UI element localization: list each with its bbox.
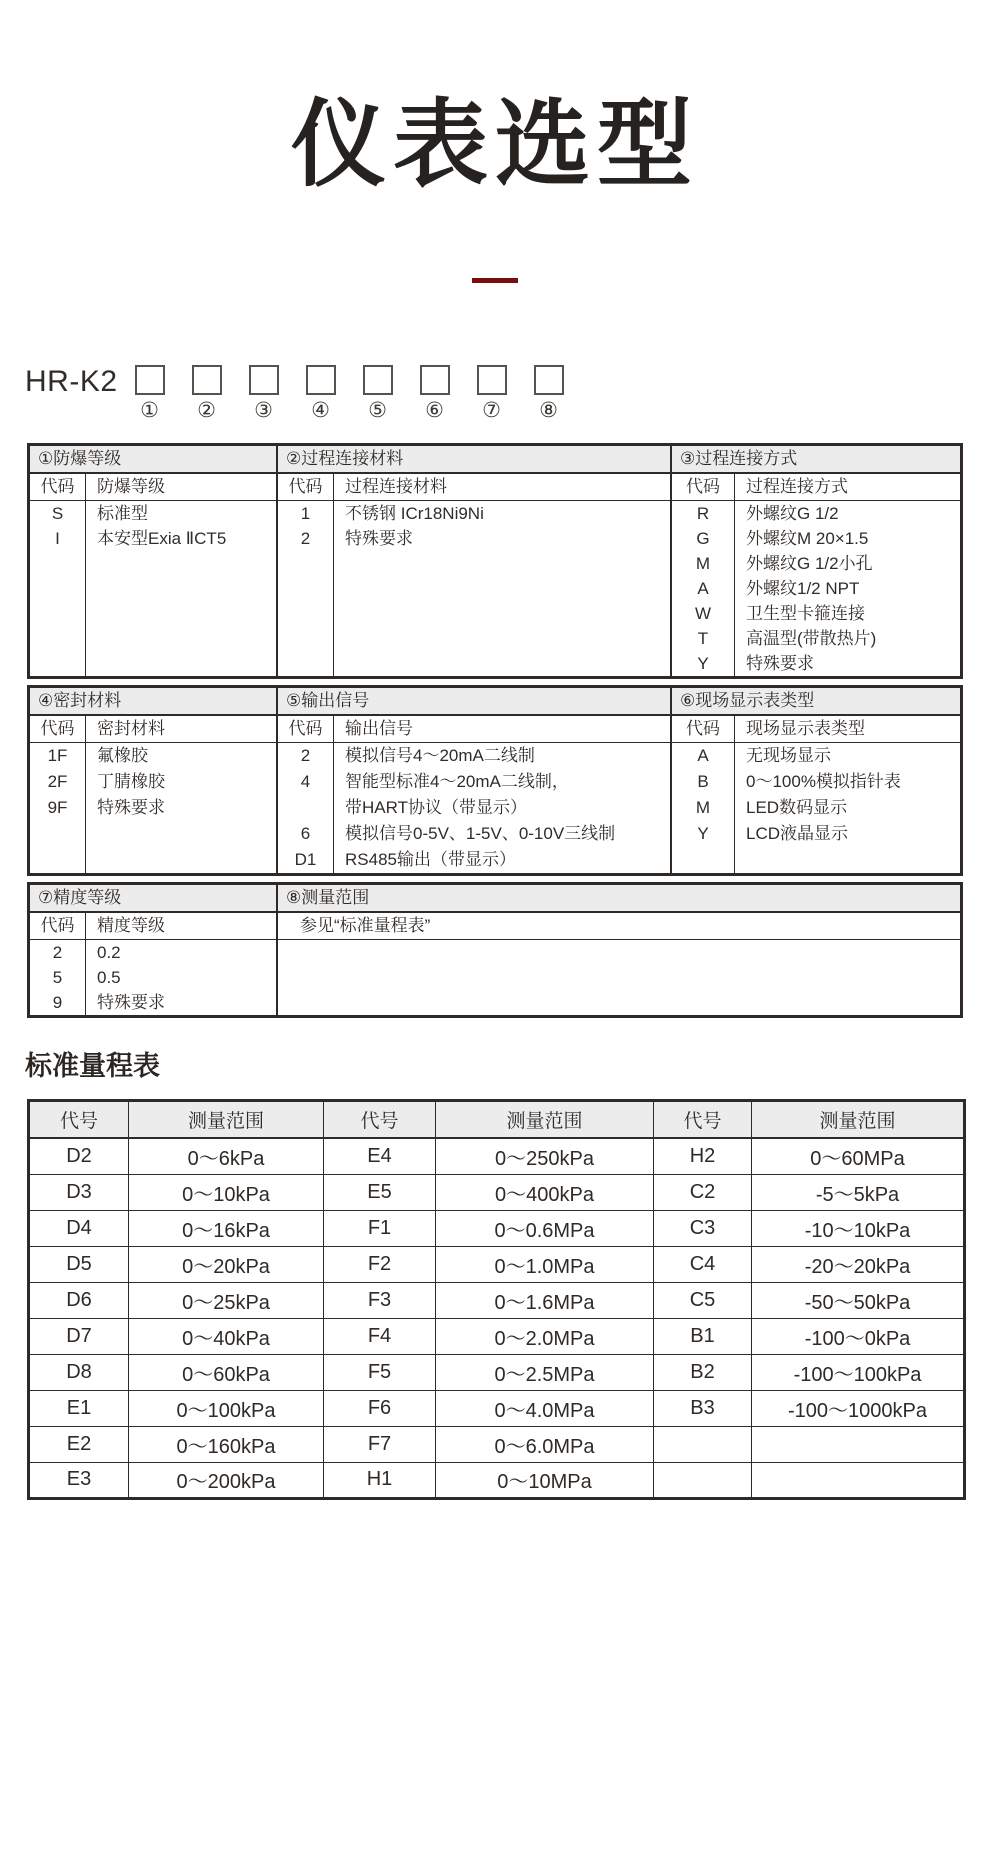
slot-number: ①: [140, 398, 159, 422]
code-column: [30, 743, 86, 873]
range-cell: D8: [29, 1354, 129, 1390]
section-subheader: [30, 716, 276, 743]
range-cell: 0～20kPa: [129, 1246, 324, 1282]
desc-cell: 标准型: [97, 503, 148, 523]
range-cell: B1: [654, 1318, 752, 1354]
range-cell: F3: [324, 1282, 436, 1318]
range-row: [29, 1426, 965, 1462]
code-cell: T: [697, 628, 709, 648]
code-cell: M: [695, 797, 711, 817]
code-column-header: 代码: [30, 913, 86, 939]
code-cell: 1F: [47, 745, 68, 765]
model-slot-box: [249, 365, 279, 395]
range-cell: [752, 1462, 965, 1498]
code-column-header: 代码: [672, 716, 735, 742]
code-cell: S: [51, 503, 64, 523]
desc-cell: 外螺纹M 20×1.5: [746, 528, 869, 548]
section-seal-material: [30, 688, 278, 873]
desc-column: [86, 501, 276, 676]
code-cell: 6: [300, 823, 311, 843]
code-column: [278, 743, 334, 873]
desc-cell: 0～100%模拟指针表: [746, 771, 901, 791]
code-cell: I: [55, 528, 60, 548]
range-cell: 0～400kPa: [436, 1174, 654, 1210]
range-header-cell: 代号: [654, 1100, 752, 1138]
code-cell: 9: [52, 992, 63, 1012]
code-column: [672, 743, 735, 873]
code-column-header: 代码: [278, 716, 334, 742]
range-table-heading: 标准量程表: [25, 1050, 160, 1081]
code-cell: A: [697, 578, 709, 598]
code-cell: 2: [300, 745, 311, 765]
code-column-header: 代码: [278, 474, 334, 500]
section-title: ③过程连接方式: [672, 446, 960, 474]
range-cell: -10～10kPa: [752, 1210, 965, 1246]
section-title: ⑦精度等级: [30, 885, 276, 913]
range-cell: -5～5kPa: [752, 1174, 965, 1210]
range-header-cell: 代号: [29, 1100, 129, 1138]
desc-cell: RS485输出（带显示）: [345, 849, 516, 869]
model-slot-box: [477, 365, 507, 395]
range-cell: 0～10MPa: [436, 1462, 654, 1498]
selection-tables: [27, 443, 963, 1018]
section-output-signal: [278, 688, 672, 873]
range-cell: 0～60kPa: [129, 1354, 324, 1390]
model-slot-box: [363, 365, 393, 395]
code-cell: 1: [300, 503, 311, 523]
model-slot: [420, 365, 450, 423]
range-header-cell: 测量范围: [436, 1100, 654, 1138]
slot-number: ⑤: [368, 398, 387, 422]
desc-cell: LED数码显示: [746, 797, 848, 817]
range-cell: -100～1000kPa: [752, 1390, 965, 1426]
section-title: ④密封材料: [30, 688, 276, 716]
code-column: [278, 501, 334, 676]
desc-cell: 0.5: [97, 967, 121, 987]
range-header-cell: 测量范围: [129, 1100, 324, 1138]
range-reference-note: 参见“标准量程表”: [278, 913, 960, 940]
section-process-connection-type: [672, 446, 960, 676]
range-header-cell: 代号: [324, 1100, 436, 1138]
range-row: [29, 1462, 965, 1498]
desc-cell: 高温型(带散热片): [746, 628, 877, 648]
slot-number: ④: [311, 398, 330, 422]
code-column: [30, 501, 86, 676]
section-body: [30, 743, 276, 873]
range-cell: 0～40kPa: [129, 1318, 324, 1354]
range-row: [29, 1282, 965, 1318]
desc-column-header: 输出信号: [345, 718, 413, 738]
desc-column: [334, 501, 670, 676]
code-cell: [278, 795, 333, 821]
section-subheader: [278, 474, 670, 501]
slot-number: ⑦: [482, 398, 501, 422]
range-cell: 0～60MPa: [752, 1138, 965, 1174]
desc-cell: 智能型标准4～20mA二线制，: [345, 771, 569, 791]
model-slot: [192, 365, 222, 423]
section-body: [30, 940, 276, 1015]
desc-cell: 丁腈橡胶: [97, 771, 165, 791]
range-cell: B2: [654, 1354, 752, 1390]
desc-cell: 卫生型卡箍连接: [746, 603, 865, 623]
desc-column-header: 现场显示表类型: [746, 718, 865, 738]
desc-cell: 本安型Exia ⅡCT5: [97, 528, 227, 548]
range-cell: 0～100kPa: [129, 1390, 324, 1426]
desc-column: [735, 743, 960, 873]
range-cell: 0～6kPa: [129, 1138, 324, 1174]
model-slot-box: [135, 365, 165, 395]
range-row: [29, 1210, 965, 1246]
range-cell: 0～1.0MPa: [436, 1246, 654, 1282]
range-cell: [654, 1426, 752, 1462]
range-cell: 0～0.6MPa: [436, 1210, 654, 1246]
slot-number: ②: [197, 398, 216, 422]
range-cell: 0～200kPa: [129, 1462, 324, 1498]
range-cell: E2: [29, 1426, 129, 1462]
desc-cell: 外螺纹G 1/2小孔: [746, 553, 873, 573]
range-cell: F6: [324, 1390, 436, 1426]
range-row: [29, 1174, 965, 1210]
section-explosion-proof: [30, 446, 278, 676]
model-slot-box: [420, 365, 450, 395]
range-cell: C2: [654, 1174, 752, 1210]
desc-cell: 特殊要求: [345, 528, 413, 548]
code-column-header: 代码: [30, 716, 86, 742]
code-column: [30, 940, 86, 1015]
range-cell: E5: [324, 1174, 436, 1210]
desc-column-header: 过程连接材料: [345, 476, 447, 496]
code-cell: R: [696, 503, 710, 523]
section-process-connection-material: [278, 446, 672, 676]
model-slot-box: [306, 365, 336, 395]
section-title: ⑧测量范围: [278, 885, 960, 913]
slot-number: ③: [254, 398, 273, 422]
section-body: [278, 940, 960, 1015]
range-cell: H2: [654, 1138, 752, 1174]
range-cell: B3: [654, 1390, 752, 1426]
range-header-cell: 测量范围: [752, 1100, 965, 1138]
selection-group-3: [27, 882, 963, 1018]
range-cell: E4: [324, 1138, 436, 1174]
range-cell: D4: [29, 1210, 129, 1246]
desc-column-header: 过程连接方式: [746, 476, 848, 496]
desc-column: [86, 743, 276, 873]
selection-group-2: [27, 685, 963, 876]
code-column-header: 代码: [30, 474, 86, 500]
section-measuring-range: [278, 885, 960, 1015]
selection-group-1: [27, 443, 963, 679]
section-body: [672, 501, 960, 676]
section-subheader: [30, 474, 276, 501]
range-cell: 0～160kPa: [129, 1426, 324, 1462]
range-cell: C5: [654, 1282, 752, 1318]
range-cell: C4: [654, 1246, 752, 1282]
model-slot: [477, 365, 507, 423]
section-accuracy: [30, 885, 278, 1015]
range-row: [29, 1318, 965, 1354]
range-cell: 0～250kPa: [436, 1138, 654, 1174]
desc-cell: 氟橡胶: [97, 745, 148, 765]
range-row: [29, 1390, 965, 1426]
range-cell: F4: [324, 1318, 436, 1354]
section-title: ①防爆等级: [30, 446, 276, 474]
model-slot-box: [192, 365, 222, 395]
range-cell: D7: [29, 1318, 129, 1354]
desc-cell: 特殊要求: [746, 653, 814, 673]
range-cell: D2: [29, 1138, 129, 1174]
range-cell: 0～2.0MPa: [436, 1318, 654, 1354]
range-cell: D6: [29, 1282, 129, 1318]
section-title: ⑤输出信号: [278, 688, 670, 716]
model-prefix-label: HR-K2: [25, 364, 118, 398]
model-slot: [306, 365, 336, 423]
range-cell: -50～50kPa: [752, 1282, 965, 1318]
code-cell: D1: [294, 849, 317, 869]
model-slot: [534, 365, 564, 423]
section-title: ②过程连接材料: [278, 446, 670, 474]
section-body: [30, 501, 276, 676]
desc-cell: 0.2: [97, 942, 121, 962]
range-cell: [752, 1426, 965, 1462]
range-cell: -100～100kPa: [752, 1354, 965, 1390]
code-cell: 4: [300, 771, 311, 791]
code-cell: M: [695, 553, 711, 573]
desc-cell: 模拟信号0-5V、1-5V、0-10V三线制: [345, 823, 616, 843]
range-cell: H1: [324, 1462, 436, 1498]
section-body: [672, 743, 960, 873]
range-row: [29, 1138, 965, 1174]
code-cell: 5: [52, 967, 63, 987]
desc-cell: 外螺纹G 1/2: [746, 503, 839, 523]
range-cell: C3: [654, 1210, 752, 1246]
model-slot: [363, 365, 393, 423]
model-code-row: [25, 365, 990, 423]
desc-cell: 模拟信号4～20mA二线制: [345, 745, 535, 765]
range-row: [29, 1246, 965, 1282]
range-cell: F1: [324, 1210, 436, 1246]
code-column-header: 代码: [672, 474, 735, 500]
section-subheader: [672, 716, 960, 743]
model-slots: [135, 365, 591, 423]
desc-column: [86, 940, 276, 1015]
desc-column-header: 防爆等级: [97, 476, 165, 496]
range-cell: -20～20kPa: [752, 1246, 965, 1282]
desc-cell: 带HART协议（带显示）: [345, 797, 527, 817]
section-display-type: [672, 688, 960, 873]
section-title: ⑥现场显示表类型: [672, 688, 960, 716]
range-cell: F7: [324, 1426, 436, 1462]
section-subheader: [30, 913, 276, 940]
model-slot: [135, 365, 165, 423]
code-cell: A: [697, 745, 709, 765]
range-row: [29, 1354, 965, 1390]
desc-column: [334, 743, 670, 873]
code-cell: 2F: [47, 771, 68, 791]
range-cell: 0～6.0MPa: [436, 1426, 654, 1462]
slot-number: ⑧: [539, 398, 558, 422]
title-accent-underline: [472, 278, 518, 283]
range-cell: F2: [324, 1246, 436, 1282]
range-cell: E1: [29, 1390, 129, 1426]
range-cell: [654, 1462, 752, 1498]
range-cell: 0～2.5MPa: [436, 1354, 654, 1390]
code-column: [672, 501, 735, 676]
desc-cell: 特殊要求: [97, 797, 165, 817]
code-cell: B: [697, 771, 709, 791]
desc-column-header: 密封材料: [97, 718, 165, 738]
section-body: [278, 743, 670, 873]
range-cell: 0～25kPa: [129, 1282, 324, 1318]
range-cell: 0～10kPa: [129, 1174, 324, 1210]
desc-cell: LCD液晶显示: [746, 823, 849, 843]
desc-column-header: 精度等级: [97, 915, 165, 935]
code-cell: Y: [697, 823, 709, 843]
model-slot: [249, 365, 279, 423]
section-body: [278, 501, 670, 676]
range-cell: E3: [29, 1462, 129, 1498]
code-cell: 2: [52, 942, 63, 962]
range-cell: 0～1.6MPa: [436, 1282, 654, 1318]
code-cell: 9F: [47, 797, 68, 817]
section-subheader: [278, 716, 670, 743]
section-subheader: [672, 474, 960, 501]
code-cell: W: [694, 603, 712, 623]
code-cell: 2: [300, 528, 311, 548]
desc-column: [735, 501, 960, 676]
range-cell: 0～16kPa: [129, 1210, 324, 1246]
range-cell: D5: [29, 1246, 129, 1282]
standard-range-table: [27, 1099, 966, 1500]
code-cell: G: [696, 528, 710, 548]
range-cell: F5: [324, 1354, 436, 1390]
desc-cell: 特殊要求: [97, 992, 165, 1012]
slot-number: ⑥: [425, 398, 444, 422]
desc-cell: 无现场显示: [746, 745, 831, 765]
range-header-row: [29, 1100, 965, 1138]
page-title: 仪表选型: [290, 92, 699, 198]
range-cell: -100～0kPa: [752, 1318, 965, 1354]
range-cell: D3: [29, 1174, 129, 1210]
code-cell: Y: [697, 653, 709, 673]
range-cell: 0～4.0MPa: [436, 1390, 654, 1426]
model-slot-box: [534, 365, 564, 395]
desc-cell: 不锈钢 ICr18Ni9Ni: [345, 503, 484, 523]
desc-cell: 外螺纹1/2 NPT: [746, 578, 860, 598]
